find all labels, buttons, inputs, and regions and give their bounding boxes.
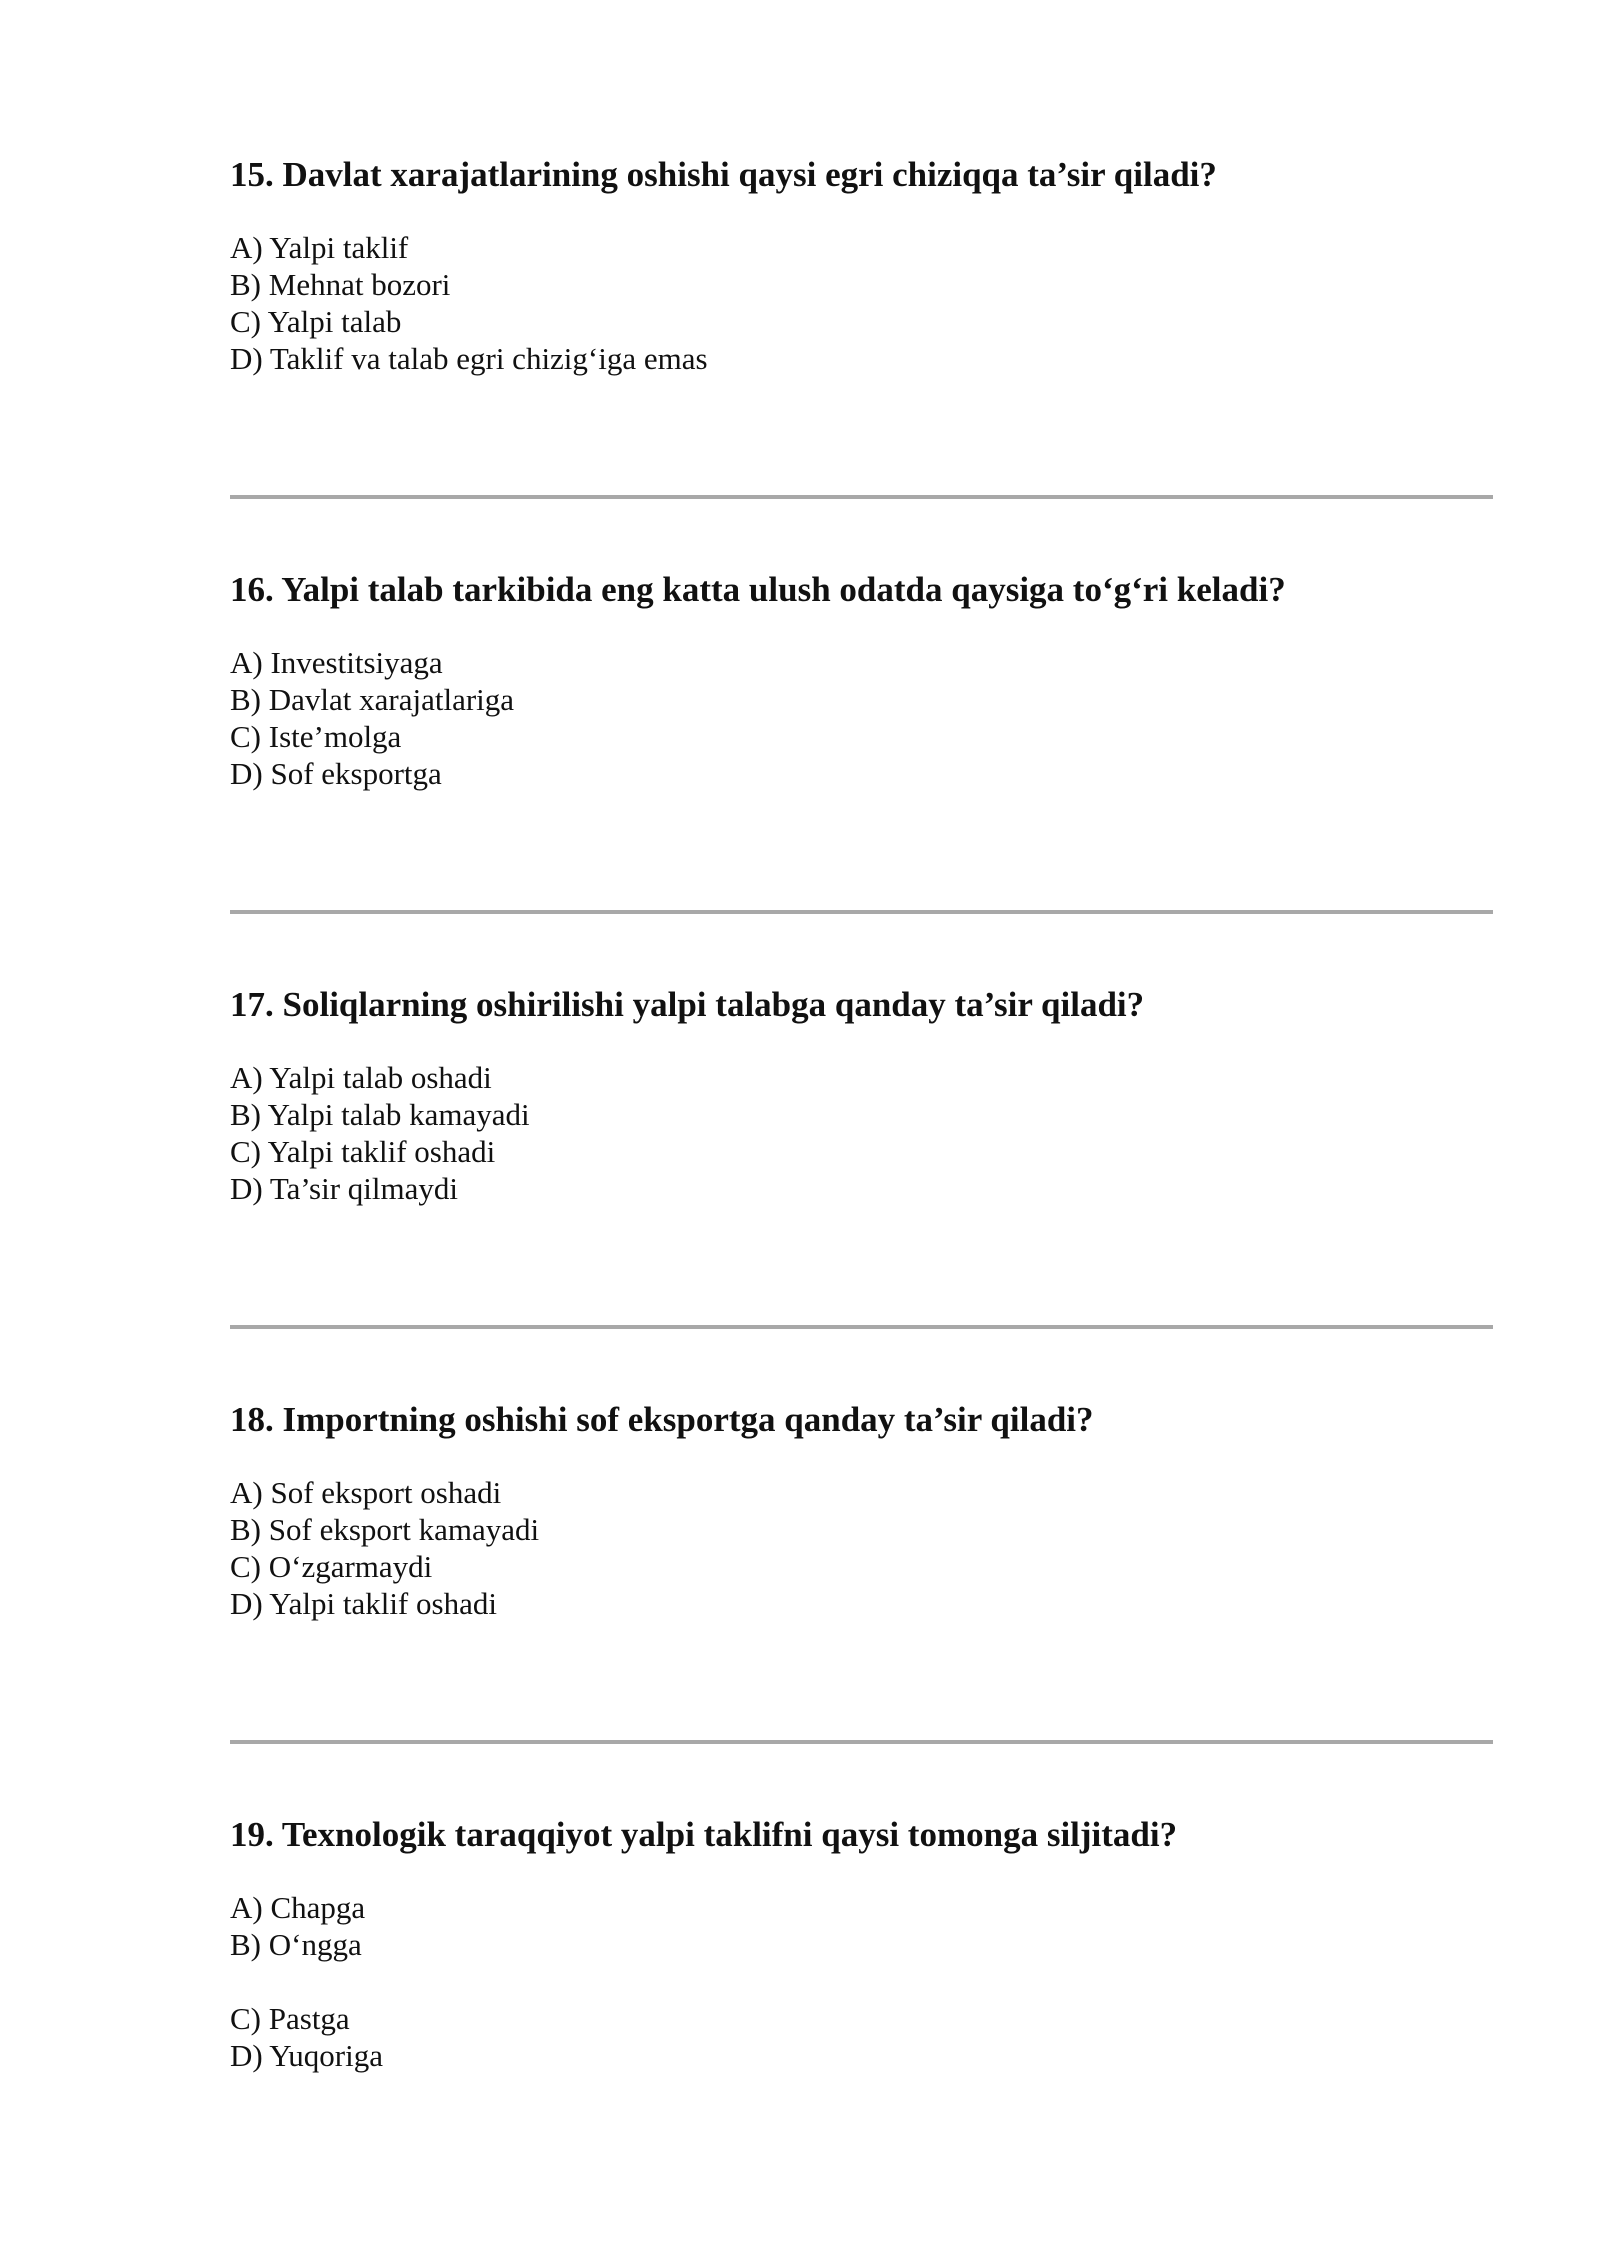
question-16 — [230, 570, 1490, 792]
option-a: A) Yalpi taklif — [230, 230, 409, 265]
question-17 — [230, 985, 1490, 1207]
option-b: B) Sof eksport kamayadi — [230, 1512, 540, 1547]
answer-options — [230, 1474, 1490, 1622]
option-d: D) Sof eksportga — [230, 756, 442, 791]
option-b: B) Yalpi talab kamayadi — [230, 1097, 530, 1132]
question-15 — [230, 155, 1490, 377]
section-divider — [230, 1740, 1493, 1744]
option-c: C) O‘zgarmaydi — [230, 1549, 433, 1584]
option-d: D) Taklif va talab egri chizig‘iga emas — [230, 341, 708, 376]
question-19 — [230, 1815, 1490, 2074]
option-b: B) O‘ngga — [230, 1927, 362, 1962]
section-divider — [230, 1325, 1493, 1329]
option-d: D) Yalpi taklif oshadi — [230, 1586, 497, 1621]
section-divider — [230, 495, 1493, 499]
option-a: A) Chapga — [230, 1890, 366, 1925]
question-title: 15. Davlat xarajatlarining oshishi qaysi egri chiziqqa ta’sir qiladi? — [230, 155, 1217, 194]
answer-options — [230, 1059, 1490, 1207]
option-c: C) Iste’molga — [230, 719, 402, 754]
answer-options — [230, 229, 1490, 377]
question-title: 18. Importning oshishi sof eksportga qanday ta’sir qiladi? — [230, 1400, 1094, 1439]
answer-options — [230, 1889, 1490, 2074]
question-title: 19. Texnologik taraqqiyot yalpi taklifni qaysi tomonga siljitadi? — [230, 1815, 1178, 1854]
question-title: 17. Soliqlarning oshirilishi yalpi talabga qanday ta’sir qiladi? — [230, 985, 1145, 1024]
section-divider — [230, 910, 1493, 914]
answer-options — [230, 644, 1490, 792]
question-18 — [230, 1400, 1490, 1622]
option-b: B) Mehnat bozori — [230, 267, 451, 302]
question-title: 16. Yalpi talab tarkibida eng katta ulush odatda qaysiga to‘g‘ri keladi? — [230, 570, 1286, 609]
option-c: C) Yalpi talab — [230, 304, 402, 339]
option-d: D) Yuqoriga — [230, 2038, 383, 2073]
option-c: C) Yalpi taklif oshadi — [230, 1134, 496, 1169]
option-a: A) Yalpi talab oshadi — [230, 1060, 492, 1095]
option-b: B) Davlat xarajatlariga — [230, 682, 515, 717]
option-d: D) Ta’sir qilmaydi — [230, 1171, 459, 1206]
option-a: A) Sof eksport oshadi — [230, 1475, 502, 1510]
option-c: C) Pastga — [230, 2001, 350, 2036]
option-a: A) Investitsiyaga — [230, 645, 443, 680]
